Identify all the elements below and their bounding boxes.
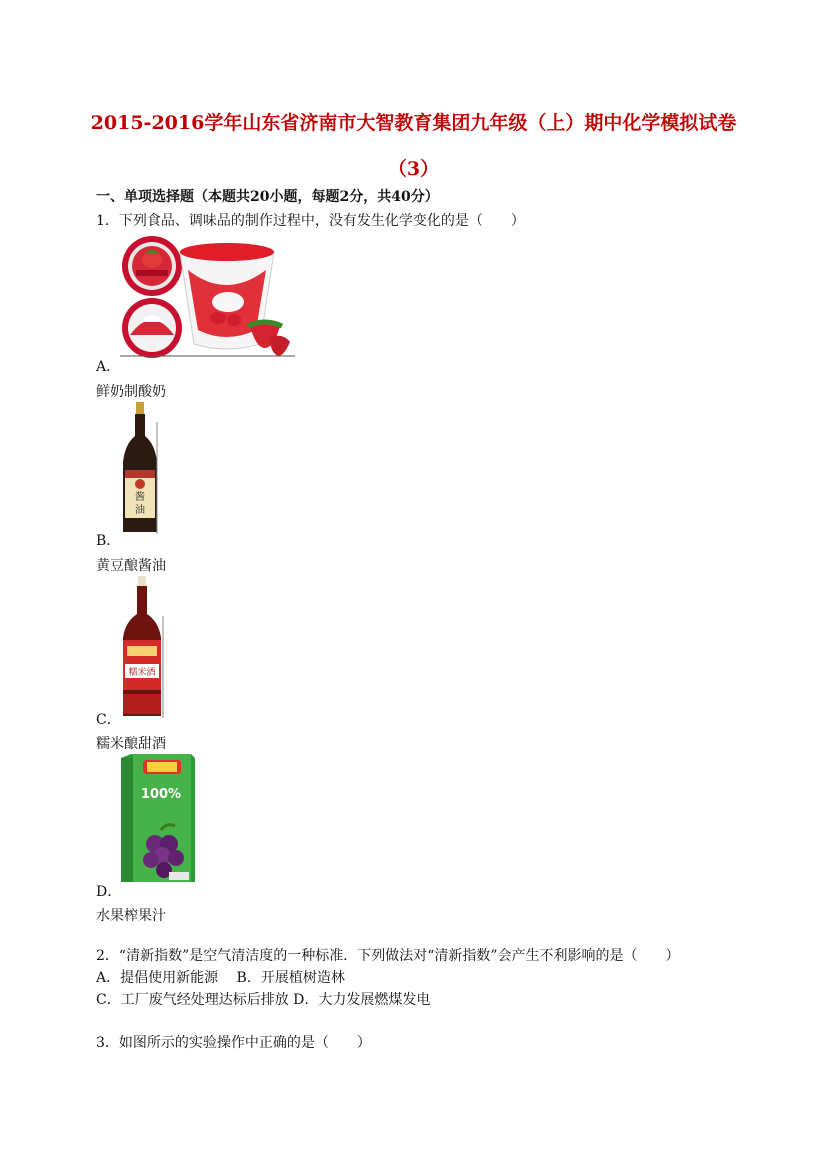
option-a-text: 鲜奶制酸奶 (96, 384, 166, 400)
svg-text:酱: 酱 (135, 492, 145, 503)
option-b-text: 黄豆酿酱油 (96, 558, 166, 574)
option-d-text: 水果榨果汁 (96, 908, 166, 924)
option-a-letter: A． (96, 359, 121, 375)
exam-title-line1: 2015-2016学年山东省济南市大智教育集团九年级（上）期中化学模拟试卷 (90, 112, 737, 134)
question-3-stem: 3．如图所示的实验操作中正确的是（ ） (96, 1035, 371, 1051)
question-1-stem: 1．下列食品、调味品的制作过程中，没有发生化学变化的是（ ） (96, 213, 525, 229)
rice-wine-bottle-image (119, 576, 167, 720)
question-2-stem: 2．“清新指数”是空气清洁度的一种标准．下列做法对“清新指数”会产生不利影响的是（ ） (96, 948, 680, 964)
fruit-juice-box-image (121, 754, 195, 886)
soy-sauce-bottle-image (119, 402, 161, 536)
question-2-options-row1: A．提倡使用新能源 B．开展植树造林 (96, 970, 345, 986)
svg-text:油: 油 (135, 505, 145, 516)
option-c-text: 糯米酿甜酒 (96, 736, 166, 752)
exam-title-line2: （3） (387, 158, 440, 180)
strawberry-yogurt-image (120, 230, 295, 358)
option-c-letter: C． (96, 712, 121, 728)
option-d-letter: D． (96, 884, 122, 900)
section-heading: 一、单项选择题（本题共20小题，每题2分，共40分） (96, 189, 439, 205)
svg-text:糯米酒: 糯米酒 (128, 668, 156, 678)
question-2-options-row2: C．工厂废气经处理达标后排放 D．大力发展燃煤发电 (96, 992, 431, 1008)
svg-text:100%: 100% (140, 787, 182, 802)
option-b-letter: B． (96, 533, 121, 549)
